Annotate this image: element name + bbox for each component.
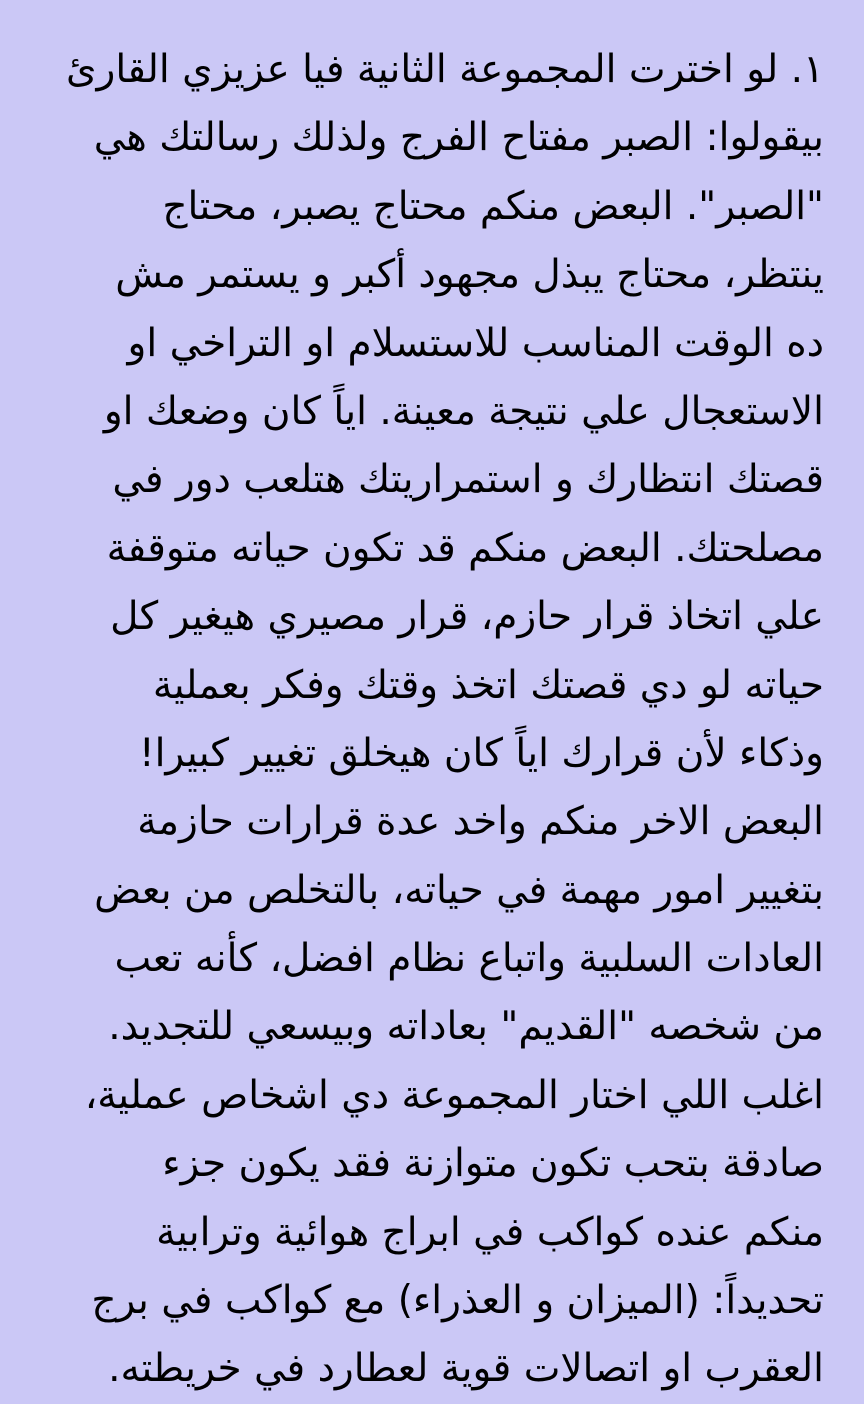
text-line: وذكاء لأن قرارك اياً كان هيخلق تغيير كبيرا! [138, 730, 824, 776]
text-line: منكم عنده كواكب في ابراج هوائية وترابية [156, 1209, 824, 1255]
text-line: علي اتخاذ قرار حازم، قرار مصيري هيغير كل [110, 594, 824, 640]
text-line: قصتك انتظارك و استمراريتك هتلعب دور في [112, 457, 824, 503]
text-line: الاستعجال علي نتيجة معينة. اياً كان وضعك او [103, 388, 824, 434]
paragraph-text [28, 36, 824, 1404]
text-line: من شخصه "القديم" بعاداته وبيسعي للتجديد. [108, 1004, 824, 1050]
text-line: حياته لو دي قصتك اتخذ وقتك وفكر بعملية [152, 662, 824, 708]
text-line: العادات السلبية واتباع نظام افضل، كأنه تعب [114, 936, 824, 982]
text-line: اغلب اللي اختار المجموعة دي اشخاص عملية، [84, 1072, 824, 1118]
text-line: بتغيير امور مهمة في حياته، بالتخلص من بعض [94, 867, 824, 913]
text-line: العقرب او اتصالات قوية لعطارد في خريطته. [108, 1346, 824, 1392]
text-line: "الصبر". البعض منكم محتاج يصبر، محتاج [162, 183, 824, 229]
text-line: مصلحتك. البعض منكم قد تكون حياته متوقفة [106, 525, 824, 571]
text-line: ده الوقت المناسب للاستسلام او التراخي او [127, 320, 824, 366]
text-line: صادقة بتحب تكون متوازنة فقد يكون جزء [162, 1141, 824, 1187]
text-line: بيقولوا: الصبر مفتاح الفرج ولذلك رسالتك هي [93, 115, 824, 161]
text-line: ينتظر، محتاج يبذل مجهود أكبر و يستمر مش [115, 252, 824, 298]
text-line: تحديداً: (الميزان و العذراء) مع كواكب في برج [91, 1278, 824, 1324]
text-line: ١. لو اخترت المجموعة الثانية فيا عزيزي القارئ [66, 47, 824, 92]
text-line: البعض الاخر منكم واخد عدة قرارات حازمة [137, 799, 824, 845]
